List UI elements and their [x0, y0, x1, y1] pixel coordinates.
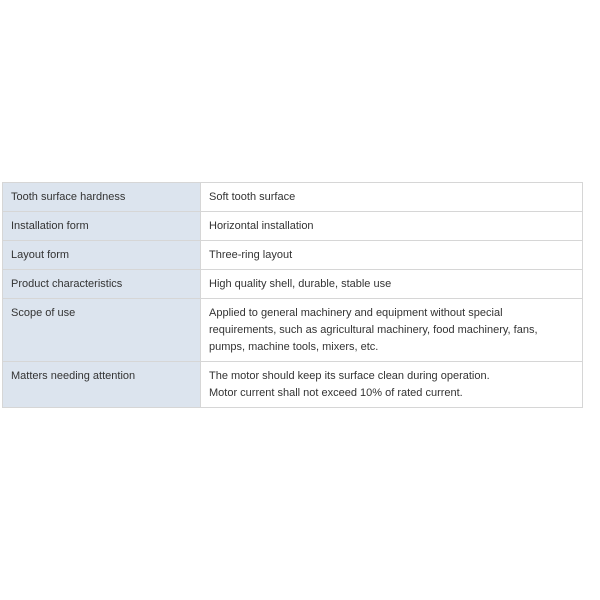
table-row — [3, 183, 583, 212]
row-value-line: Horizontal installation — [209, 220, 314, 232]
spec-table — [2, 182, 583, 408]
row-value — [201, 212, 583, 241]
row-value-line: The motor should keep its surface clean during operation. — [209, 370, 490, 382]
table-row — [3, 241, 583, 270]
row-label: Layout form — [3, 241, 201, 270]
row-label: Scope of use — [3, 299, 201, 362]
table-row — [3, 362, 583, 408]
row-value-line: Soft tooth surface — [209, 191, 296, 203]
row-value — [201, 299, 583, 362]
row-value-line: Three-ring layout — [209, 249, 293, 261]
table-row — [3, 212, 583, 241]
row-value — [201, 183, 583, 212]
row-value-line: pumps, machine tools, mixers, etc. — [209, 341, 379, 353]
row-value-line: High quality shell, durable, stable use — [209, 278, 392, 290]
row-value — [201, 241, 583, 270]
row-label: Product characteristics — [3, 270, 201, 299]
row-value — [201, 270, 583, 299]
row-label: Matters needing attention — [3, 362, 201, 408]
row-value-line: Applied to general machinery and equipment without special — [209, 307, 503, 319]
table-row — [3, 270, 583, 299]
row-value-line: requirements, such as agricultural machinery, food machinery, fans, — [209, 324, 538, 336]
row-value — [201, 362, 583, 408]
table-row — [3, 299, 583, 362]
row-label: Installation form — [3, 212, 201, 241]
row-value-line: Motor current shall not exceed 10% of rated current. — [209, 387, 463, 399]
row-label: Tooth surface hardness — [3, 183, 201, 212]
